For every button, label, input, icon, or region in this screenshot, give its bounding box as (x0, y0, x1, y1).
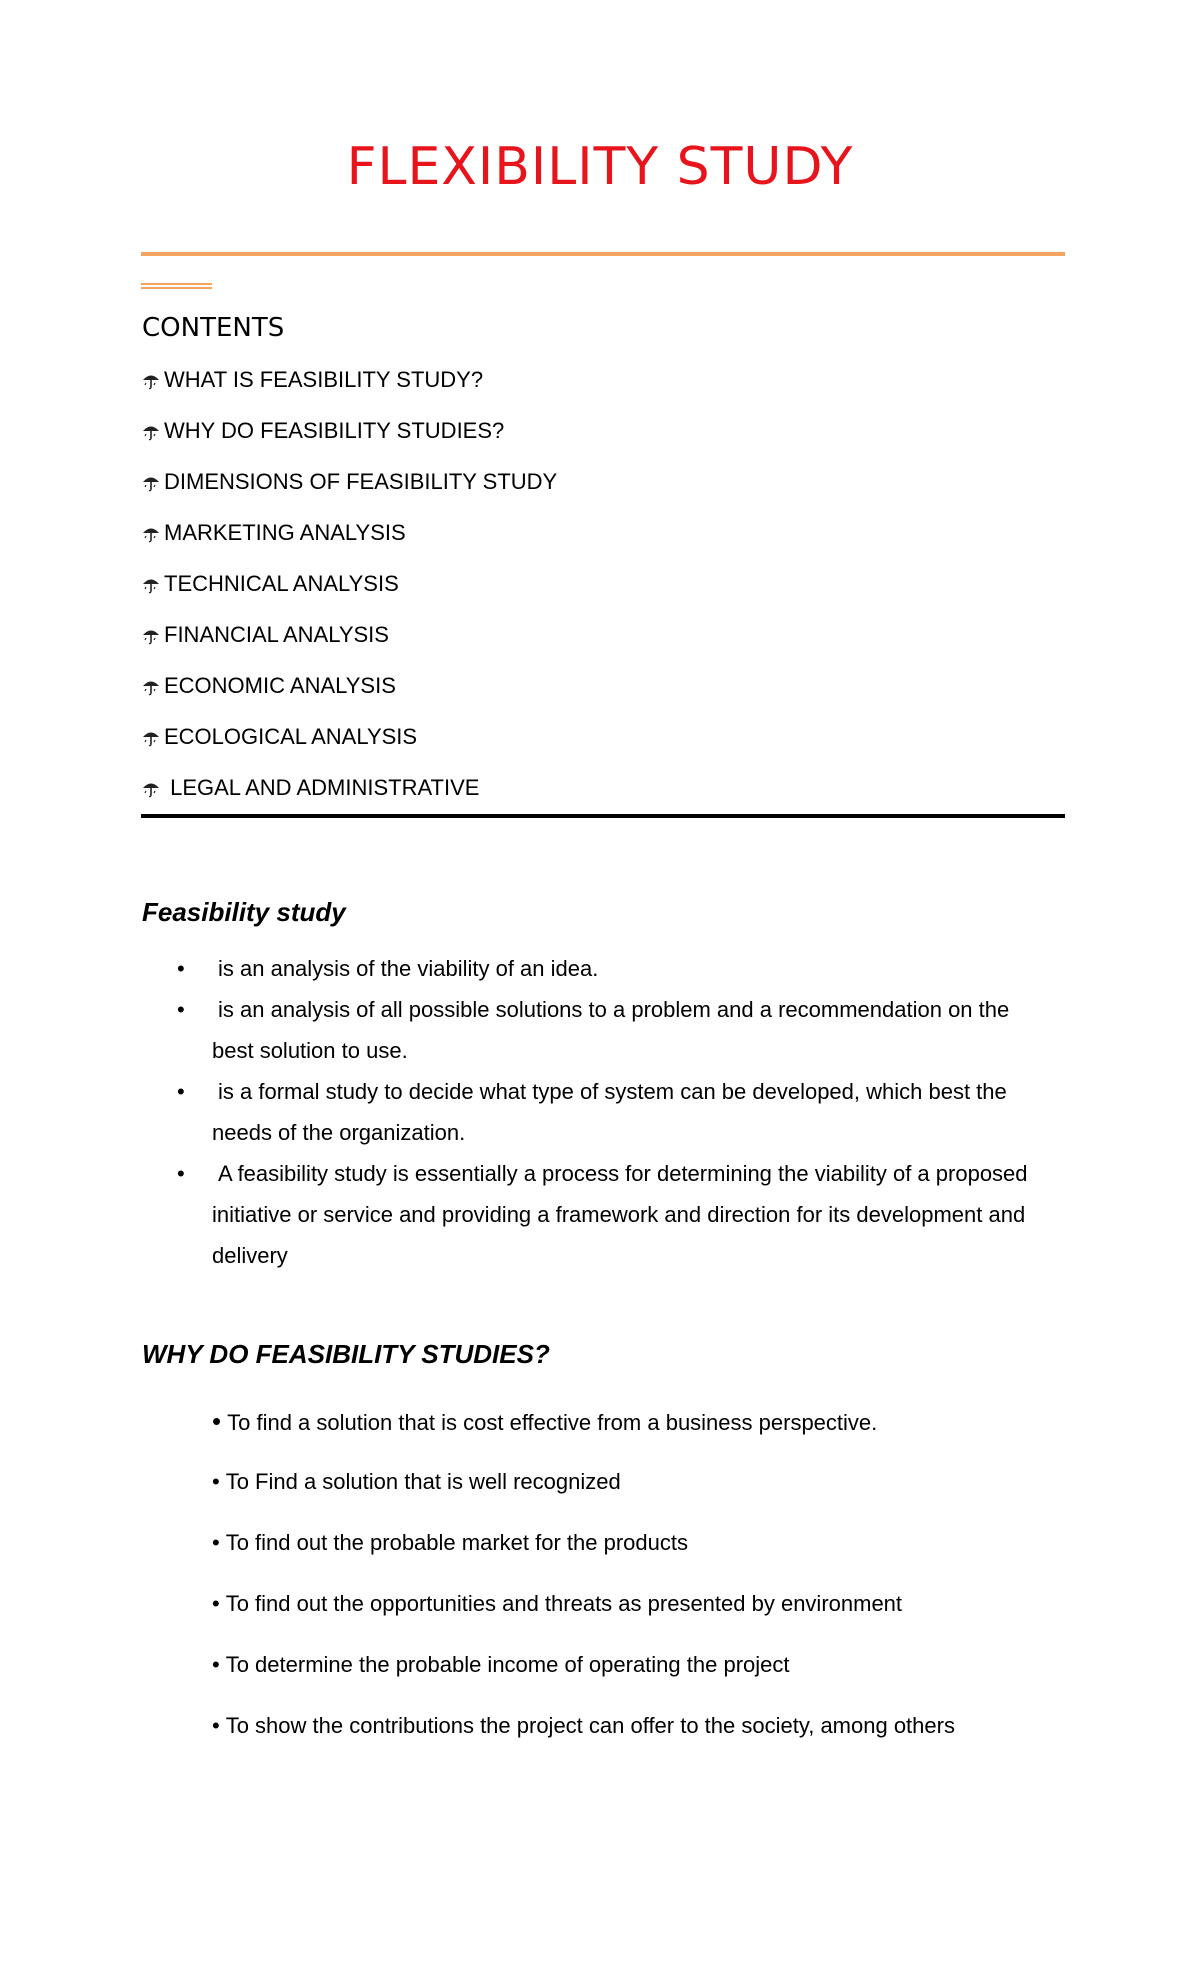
why-item (212, 1529, 955, 1590)
feasibility-list (142, 948, 1042, 1276)
bullet-icon: • (177, 1079, 185, 1104)
contents-divider (141, 814, 1065, 818)
why-item (212, 1468, 955, 1529)
title-divider (141, 252, 1065, 256)
contents-item-label: LEGAL AND ADMINISTRATIVE (164, 775, 480, 800)
short-divider-top (141, 283, 212, 285)
why-item (212, 1712, 955, 1773)
umbrella-icon (142, 774, 164, 802)
short-divider-bottom (141, 287, 212, 289)
feasibility-item (142, 989, 1042, 1071)
contents-item (142, 468, 557, 519)
why-item-text: To Find a solution that is well recognized (225, 1469, 621, 1494)
bullet-icon: • (212, 1652, 220, 1677)
feasibility-item-text: A feasibility study is essentially a process for determining the viability of a proposed initiative or service and providing a framework and direction for its development and delivery (212, 1161, 1028, 1268)
document-title: FLEXIBILITY STUDY (346, 137, 854, 197)
why-list (212, 1407, 955, 1773)
contents-item (142, 417, 557, 468)
feasibility-item (142, 1071, 1042, 1153)
umbrella-icon (142, 366, 164, 394)
contents-item (142, 570, 557, 621)
bullet-icon: • (212, 1713, 220, 1738)
bullet-icon: • (177, 1161, 185, 1186)
contents-list (142, 366, 557, 825)
umbrella-icon (142, 519, 164, 547)
why-item (212, 1590, 955, 1651)
contents-item-label: WHY DO FEASIBILITY STUDIES? (164, 418, 505, 443)
contents-item-label: DIMENSIONS OF FEASIBILITY STUDY (164, 469, 558, 494)
umbrella-icon (142, 621, 164, 649)
bullet-icon: • (212, 1530, 220, 1555)
bullet-icon: • (212, 1591, 220, 1616)
why-item (212, 1407, 955, 1468)
why-item-text: To find out the opportunities and threats as presented by environment (225, 1591, 903, 1616)
why-item-text: To find out the probable market for the products (225, 1530, 688, 1555)
bullet-icon: • (212, 1406, 222, 1436)
why-item-text: To find a solution that is cost effective from a business perspective. (227, 1410, 878, 1435)
feasibility-item-text: is an analysis of the viability of an idea. (218, 956, 599, 981)
bullet-icon: • (177, 997, 185, 1022)
contents-item-label: WHAT IS FEASIBILITY STUDY? (164, 367, 484, 392)
contents-item (142, 723, 557, 774)
why-heading: WHY DO FEASIBILITY STUDIES? (142, 1339, 550, 1369)
why-item-text: To determine the probable income of operating the project (225, 1652, 790, 1677)
contents-item (142, 519, 557, 570)
umbrella-icon (142, 468, 164, 496)
contents-item-label: TECHNICAL ANALYSIS (164, 571, 399, 596)
bullet-icon: • (177, 956, 185, 981)
umbrella-icon (142, 417, 164, 445)
feasibility-item-text: is a formal study to decide what type of system can be developed, which best the needs of the organization. (212, 1079, 1007, 1145)
contents-item (142, 366, 557, 417)
contents-item (142, 621, 557, 672)
umbrella-icon (142, 723, 164, 751)
feasibility-item-text: is an analysis of all possible solutions to a problem and a recommendation on the best solution to use. (212, 997, 1010, 1063)
contents-item-label: FINANCIAL ANALYSIS (164, 622, 389, 647)
feasibility-heading: Feasibility study (142, 897, 346, 927)
why-item (212, 1651, 955, 1712)
bullet-icon: • (212, 1469, 220, 1494)
contents-item (142, 672, 557, 723)
why-item-text: To show the contributions the project can offer to the society, among others (225, 1713, 955, 1738)
contents-heading: CONTENTS (142, 313, 285, 343)
umbrella-icon (142, 570, 164, 598)
umbrella-icon (142, 672, 164, 700)
feasibility-item (142, 948, 1042, 989)
contents-item-label: MARKETING ANALYSIS (164, 520, 406, 545)
contents-item-label: ECOLOGICAL ANALYSIS (164, 724, 418, 749)
contents-item-label: ECONOMIC ANALYSIS (164, 673, 396, 698)
feasibility-item (142, 1153, 1042, 1276)
